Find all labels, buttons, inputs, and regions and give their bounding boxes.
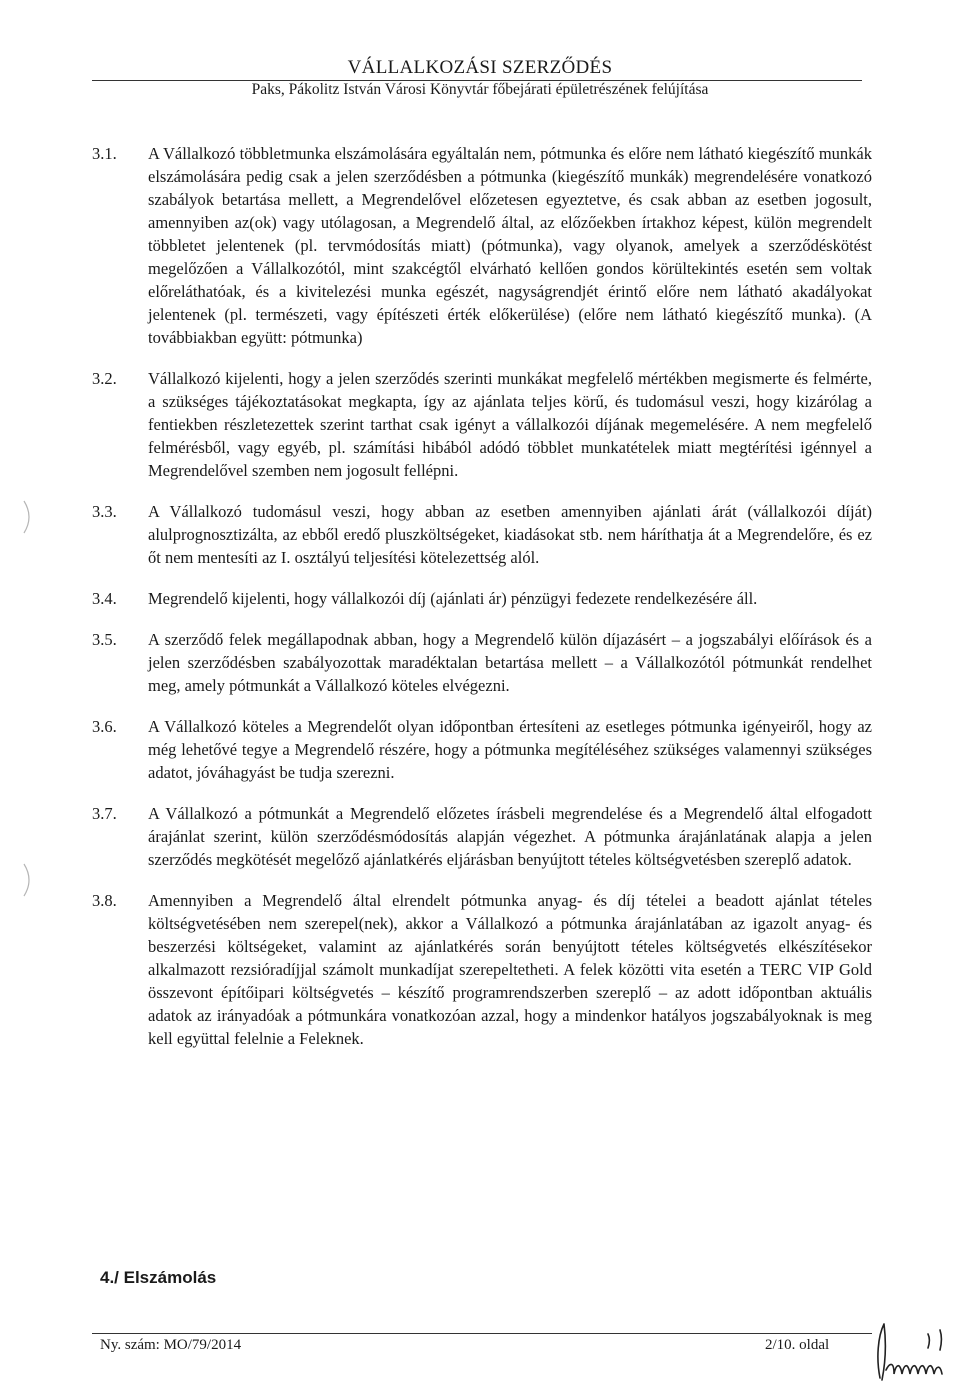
document-title: VÁLLALKOZÁSI SZERZŐDÉS bbox=[347, 57, 613, 78]
clause-3-4 bbox=[92, 587, 872, 610]
margin-mark bbox=[20, 497, 36, 537]
clause-number: 3.7. bbox=[92, 804, 117, 823]
clause-text: Vállalkozó kijelenti, hogy a jelen szerződés szerinti munkákat megfelelő mértékben megismerte és felmérte, a szükséges tájékoztatásokat megkapta, így az ajánlata teljes körű, és tudomásul veszi, hogy kizárólag a fentiekben részletezettek szerint tarthat csak igényt a vállalkozói díjának megemelésére. A nem megfelelő felmérésből, vagy egyéb, pl. számítási hibából adódó többlet munkatételek miatt megtérítési igénnyel a Megrendelővel szemben nem jogosult fellépni. bbox=[148, 369, 872, 480]
clause-number: 3.8. bbox=[92, 891, 117, 910]
clause-3-6 bbox=[92, 715, 872, 784]
handwritten-signature bbox=[868, 1318, 956, 1388]
clause-text: A Vállalkozó többletmunka elszámolására egyáltalán nem, pótmunka és előre nem látható kiegészítő munkák elszámolására pedig csak a jelen szerződésben a pótmunka (kiegészítő munkák) megrendelésére vonatkozó szabályok betartása mellett, a Megrendelővel előzetesen egyeztetve, és csak abban az esetben jogosult, amennyiben az(ok) vagy utólagosan, a Megrendelő által, az előzőekben írtakhoz képest, külön megrendelt többletet jelentenek (pl. tervmódosítás miatt) (pótmunka), vagy olyanok, amelyek a szerződéskötést megelőzően a Vállalkozótól, mint szakcégtől elvárható kellően gondos körültekintés esetén sem voltak előreláthatóak, és a kivitelezési munka egészét, nagyságrendjét érintő előre nem látható akadályokat jelentenek (pl. természeti, vagy építészeti érték előkerülése) (előre nem látható kiegészítő munka). (A továbbiakban együtt: pótmunka) bbox=[148, 144, 872, 347]
clause-text: A szerződő felek megállapodnak abban, hogy a Megrendelő külön díjazásért – a jogszabályi előírások és a jelen szerződésben szabályozottak maradéktalan betartása mellett – a Vállalkozótól pótmunkát rendelhet meg, amely pótmunkát a Vállalkozó köteles elvégezni. bbox=[148, 630, 872, 695]
footer-rule bbox=[92, 1333, 872, 1334]
header-rule bbox=[92, 80, 862, 81]
clause-3-2 bbox=[92, 367, 872, 482]
clause-number: 3.2. bbox=[92, 369, 117, 388]
clause-text: A Vállalkozó a pótmunkát a Megrendelő előzetes írásbeli megrendelése és a Megrendelő által elfogadott árajánlat szerint, külön szerződésmódosítás alapján végezhet. A pótmunka árajánlatának alapja a jelen szerződés megkötését megelőző ajánlatkérés eljárásban benyújtott tételes költségvetésben szereplő adatok. bbox=[148, 804, 872, 869]
clauses-list bbox=[92, 142, 872, 1068]
clause-3-3 bbox=[92, 500, 872, 569]
clause-number: 3.3. bbox=[92, 502, 117, 521]
margin-mark bbox=[20, 860, 36, 900]
clause-3-1 bbox=[92, 142, 872, 349]
clause-3-5 bbox=[92, 628, 872, 697]
section-heading: 4./ Elszámolás bbox=[100, 1268, 217, 1287]
page-number: 2/10. oldal bbox=[765, 1337, 830, 1353]
clause-number: 3.5. bbox=[92, 630, 117, 649]
clause-number: 3.1. bbox=[92, 144, 117, 163]
document-number: Ny. szám: MO/79/2014 bbox=[100, 1337, 242, 1353]
clause-number: 3.4. bbox=[92, 589, 117, 608]
clause-text: Megrendelő kijelenti, hogy vállalkozói díj (ajánlati ár) pénzügyi fedezete rendelkezésére áll. bbox=[148, 589, 758, 608]
clause-text: A Vállalkozó köteles a Megrendelőt olyan időpontban értesíteni az esetleges pótmunka igényeiről, hogy az még lehetővé tegye a Megrendelő részére, hogy a pótmunka megítéléséhez szükséges valamennyi szükséges adatot, jóváhagyást be tudja szerezni. bbox=[148, 717, 872, 782]
clause-text: Amennyiben a Megrendelő által elrendelt pótmunka anyag- és díj tételei a beadott ajánlat tételes költségvetésében nem szerepel(nek), akkor a Vállalkozó a pótmunka árajánlatában az igazolt anyag- és beszerzési költségeket, valamint az ajánlatkérés során benyújtott tételes költségvetés elkészítésekor alkalmazott rezsióradíjjal számolt munkadíjat szerepeltetheti. A felek közötti vita esetén a TERC VIP Gold összevont építőipari költségvetés – készítő programrendszerben szereplő – az adott időpontban aktuális adatok az irányadóak a pótmunkára vonatkozóan azzal, hogy a mindenkor hatályos jogszabályoknak is meg kell együttal felelnie a Feleknek. bbox=[148, 891, 872, 1048]
clause-3-8 bbox=[92, 889, 872, 1050]
clause-3-7 bbox=[92, 802, 872, 871]
document-header bbox=[0, 56, 960, 100]
clause-number: 3.6. bbox=[92, 717, 117, 736]
clause-text: A Vállalkozó tudomásul veszi, hogy abban az esetben amennyiben ajánlati árát (vállalkozói díját) alulprognosztizálta, az ebből eredő pluszköltségeket, kiadásokat stb. nem háríthatja át a Megrendelőre, és ez őt nem mentesíti az I. osztályú teljesítési kötelezettség alól. bbox=[148, 502, 872, 567]
document-subtitle: Paks, Pákolitz István Városi Könyvtár főbejárati épületrészének felújítása bbox=[251, 81, 709, 98]
